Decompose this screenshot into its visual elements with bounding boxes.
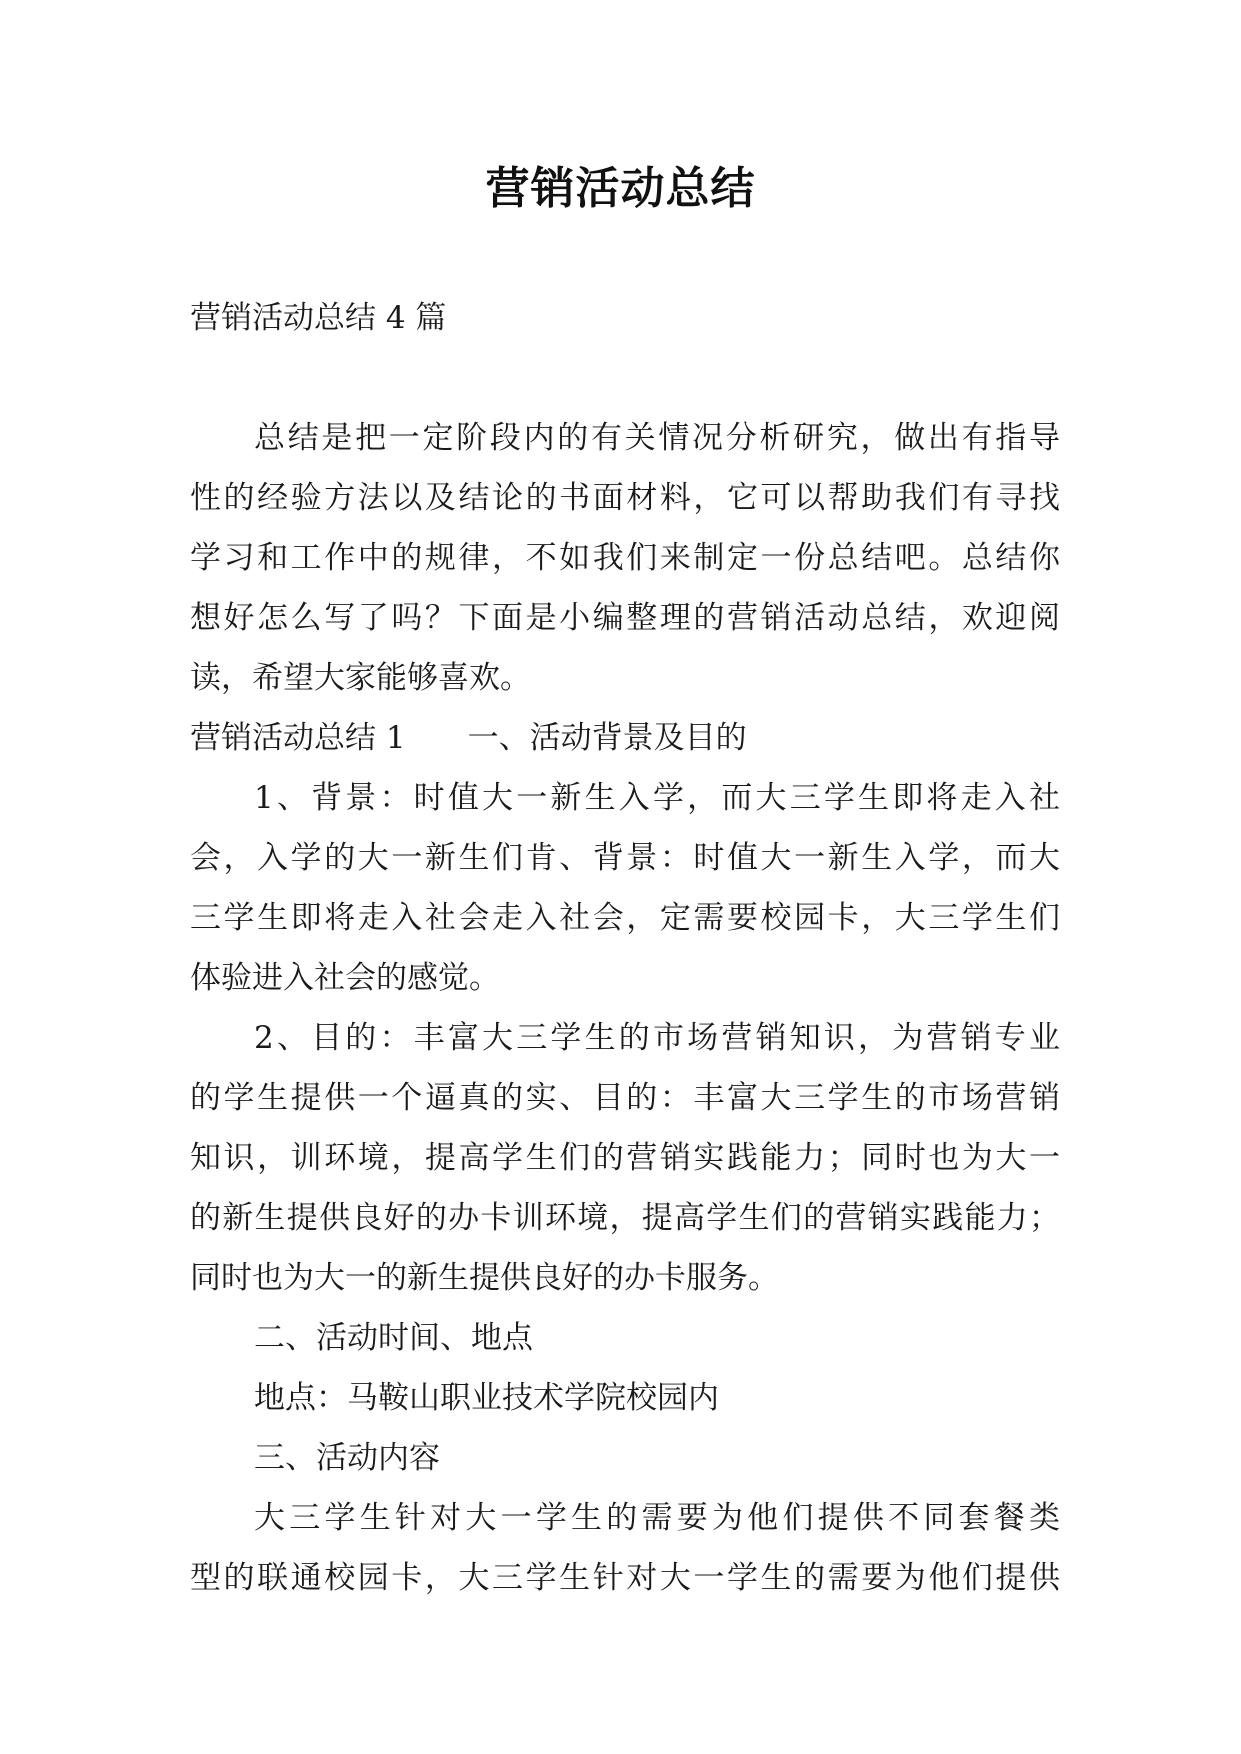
paragraph-line: 2、目的：丰富大三学生的市场营销知识，为营销专业 [254, 1020, 1060, 1056]
paragraph-line: 的新生提供良好的办卡训环境，提高学生们的营销实践能力； [190, 1200, 1060, 1236]
page-title: 营销活动总结 [485, 163, 756, 214]
paragraph-line: 性的经验方法以及结论的书面材料，它可以帮助我们有寻找 [190, 480, 1060, 516]
section-heading: 二、活动时间、地点 [254, 1320, 533, 1356]
subtitle: 营销活动总结 4 篇 [190, 300, 447, 336]
paragraph-line: 体验进入社会的感觉。 [190, 960, 500, 996]
paragraph-line: 想好怎么写了吗？下面是小编整理的营销活动总结，欢迎阅 [190, 600, 1060, 636]
paragraph-line: 的学生提供一个逼真的实、目的：丰富大三学生的市场营销 [190, 1080, 1060, 1116]
section-heading: 三、活动内容 [254, 1440, 440, 1476]
paragraph-line: 型的联通校园卡，大三学生针对大一学生的需要为他们提供 [190, 1560, 1060, 1596]
paragraph-line: 同时也为大一的新生提供良好的办卡服务。 [190, 1260, 779, 1296]
paragraph-line: 地点：马鞍山职业技术学院校园内 [254, 1380, 719, 1416]
paragraph-line: 1、背景：时值大一新生入学，而大三学生即将走入社 [254, 780, 1060, 816]
paragraph-line: 三学生即将走入社会走入社会，定需要校园卡，大三学生们 [190, 900, 1060, 936]
paragraph-line: 知识，训环境，提高学生们的营销实践能力；同时也为大一 [190, 1140, 1060, 1176]
section-heading: 营销活动总结 1 一、活动背景及目的 [190, 720, 747, 756]
paragraph-line: 总结是把一定阶段内的有关情况分析研究，做出有指导 [254, 420, 1060, 456]
paragraph-line: 会，入学的大一新生们肯、背景：时值大一新生入学，而大 [190, 840, 1060, 876]
paragraph-line: 大三学生针对大一学生的需要为他们提供不同套餐类 [254, 1500, 1060, 1536]
paragraph-line: 读，希望大家能够喜欢。 [190, 660, 531, 696]
paragraph-line: 学习和工作中的规律，不如我们来制定一份总结吧。总结你 [190, 540, 1060, 576]
document-body [190, 288, 1060, 1608]
spacer [190, 348, 1060, 408]
